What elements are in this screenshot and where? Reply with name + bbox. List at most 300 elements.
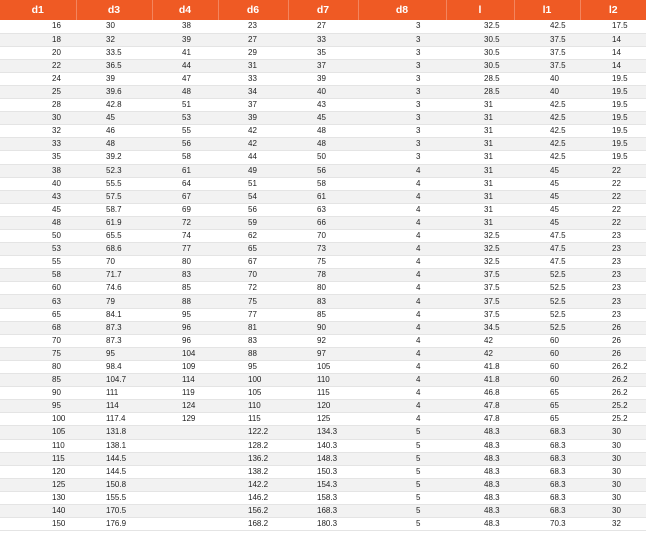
- cell-d4: 96: [152, 321, 218, 334]
- cell-l1: 42.5: [514, 112, 580, 125]
- cell-d6: 105: [218, 387, 288, 400]
- cell-l2: 26.2: [580, 374, 646, 387]
- cell-d1: 150: [0, 518, 76, 531]
- cell-d4: 38: [152, 20, 218, 33]
- cell-l2: 22: [580, 177, 646, 190]
- cell-l: 48.3: [446, 504, 514, 517]
- cell-d6: 83: [218, 334, 288, 347]
- cell-l1: 42.5: [514, 125, 580, 138]
- cell-l2: 17.5: [580, 20, 646, 33]
- cell-d6: 56: [218, 203, 288, 216]
- cell-d4: [152, 426, 218, 439]
- cell-d1: 55: [0, 256, 76, 269]
- table-row: [0, 504, 646, 517]
- cell-d1: 32: [0, 125, 76, 138]
- cell-d4: 83: [152, 269, 218, 282]
- cell-d6: 95: [218, 360, 288, 373]
- cell-d6: 44: [218, 151, 288, 164]
- cell-d8: 5: [358, 518, 446, 531]
- cell-d7: 92: [288, 334, 358, 347]
- cell-d4: 114: [152, 374, 218, 387]
- cell-d1: 110: [0, 439, 76, 452]
- cell-l: 28.5: [446, 72, 514, 85]
- cell-l: 31: [446, 125, 514, 138]
- cell-d6: 31: [218, 59, 288, 72]
- cell-l1: 42.5: [514, 151, 580, 164]
- cell-d3: 87.3: [76, 334, 152, 347]
- cell-d8: 5: [358, 426, 446, 439]
- cell-d8: 4: [358, 216, 446, 229]
- header-row: [0, 0, 646, 20]
- cell-d1: 43: [0, 190, 76, 203]
- cell-d6: 49: [218, 164, 288, 177]
- cell-l2: 14: [580, 46, 646, 59]
- cell-d1: 48: [0, 216, 76, 229]
- cell-d3: 39.6: [76, 85, 152, 98]
- cell-d7: 83: [288, 295, 358, 308]
- table-row: [0, 99, 646, 112]
- cell-d4: 95: [152, 308, 218, 321]
- cell-d8: 4: [358, 321, 446, 334]
- table-row: [0, 138, 646, 151]
- cell-d3: 32: [76, 33, 152, 46]
- table-row: [0, 151, 646, 164]
- cell-d6: 100: [218, 374, 288, 387]
- cell-l1: 47.5: [514, 243, 580, 256]
- table-row: [0, 518, 646, 531]
- cell-l2: 30: [580, 452, 646, 465]
- table-body: [0, 20, 646, 531]
- cell-d1: 115: [0, 452, 76, 465]
- cell-d6: 128.2: [218, 439, 288, 452]
- cell-l2: 26: [580, 321, 646, 334]
- table-row: [0, 295, 646, 308]
- cell-l1: 42.5: [514, 20, 580, 33]
- cell-d8: 4: [358, 360, 446, 373]
- cell-d1: 85: [0, 374, 76, 387]
- cell-d8: 5: [358, 478, 446, 491]
- cell-d8: 4: [358, 203, 446, 216]
- table-row: [0, 426, 646, 439]
- cell-d1: 125: [0, 478, 76, 491]
- cell-d7: 70: [288, 230, 358, 243]
- cell-d8: 3: [358, 85, 446, 98]
- cell-l1: 52.5: [514, 269, 580, 282]
- cell-d7: 125: [288, 413, 358, 426]
- cell-d8: 4: [358, 190, 446, 203]
- table-row: [0, 269, 646, 282]
- cell-d8: 4: [358, 269, 446, 282]
- cell-l2: 23: [580, 269, 646, 282]
- cell-d1: 70: [0, 334, 76, 347]
- cell-d6: 29: [218, 46, 288, 59]
- cell-d8: 4: [358, 230, 446, 243]
- cell-l: 37.5: [446, 269, 514, 282]
- cell-d1: 95: [0, 400, 76, 413]
- cell-l: 31: [446, 190, 514, 203]
- cell-d1: 75: [0, 347, 76, 360]
- cell-l: 47.8: [446, 400, 514, 413]
- table-row: [0, 230, 646, 243]
- cell-l1: 65: [514, 387, 580, 400]
- cell-d4: 124: [152, 400, 218, 413]
- cell-d1: 28: [0, 99, 76, 112]
- cell-d4: [152, 478, 218, 491]
- cell-d8: 4: [358, 256, 446, 269]
- cell-d6: 72: [218, 282, 288, 295]
- cell-d3: 150.8: [76, 478, 152, 491]
- cell-l: 30.5: [446, 33, 514, 46]
- cell-d6: 54: [218, 190, 288, 203]
- cell-d7: 40: [288, 85, 358, 98]
- table-row: [0, 334, 646, 347]
- cell-l2: 32: [580, 518, 646, 531]
- cell-d4: 104: [152, 347, 218, 360]
- table-row: [0, 256, 646, 269]
- cell-l2: 30: [580, 426, 646, 439]
- cell-d1: 60: [0, 282, 76, 295]
- cell-d7: 97: [288, 347, 358, 360]
- cell-l1: 47.5: [514, 256, 580, 269]
- cell-d8: 5: [358, 504, 446, 517]
- cell-d3: 68.6: [76, 243, 152, 256]
- cell-d1: 105: [0, 426, 76, 439]
- cell-d6: 88: [218, 347, 288, 360]
- cell-d6: 62: [218, 230, 288, 243]
- column-header-l1: l1: [514, 0, 580, 20]
- table-row: [0, 203, 646, 216]
- cell-l2: 30: [580, 478, 646, 491]
- table-row: [0, 374, 646, 387]
- table-row: [0, 439, 646, 452]
- cell-d7: 148.3: [288, 452, 358, 465]
- cell-d4: 74: [152, 230, 218, 243]
- column-header-d7: d7: [288, 0, 358, 20]
- cell-l2: 25.2: [580, 400, 646, 413]
- cell-d7: 115: [288, 387, 358, 400]
- cell-d8: 3: [358, 20, 446, 33]
- cell-l1: 52.5: [514, 308, 580, 321]
- cell-d4: 51: [152, 99, 218, 112]
- cell-l1: 52.5: [514, 282, 580, 295]
- cell-d7: 45: [288, 112, 358, 125]
- cell-d4: 41: [152, 46, 218, 59]
- table-row: [0, 216, 646, 229]
- cell-d7: 66: [288, 216, 358, 229]
- cell-l1: 68.3: [514, 504, 580, 517]
- cell-d1: 58: [0, 269, 76, 282]
- cell-l1: 65: [514, 413, 580, 426]
- table-row: [0, 243, 646, 256]
- cell-d7: 90: [288, 321, 358, 334]
- cell-d3: 30: [76, 20, 152, 33]
- cell-d6: 115: [218, 413, 288, 426]
- cell-d4: [152, 439, 218, 452]
- cell-d3: 87.3: [76, 321, 152, 334]
- cell-d6: 142.2: [218, 478, 288, 491]
- cell-d3: 71.7: [76, 269, 152, 282]
- table-row: [0, 491, 646, 504]
- cell-d3: 79: [76, 295, 152, 308]
- cell-d8: 5: [358, 439, 446, 452]
- cell-l2: 26.2: [580, 387, 646, 400]
- cell-d8: 3: [358, 138, 446, 151]
- column-header-d8: d8: [358, 0, 446, 20]
- cell-d7: 168.3: [288, 504, 358, 517]
- cell-l: 31: [446, 164, 514, 177]
- table-row: [0, 125, 646, 138]
- column-header-l2: l2: [608, 4, 618, 16]
- cell-d3: 36.5: [76, 59, 152, 72]
- column-header-d4: d4: [152, 0, 218, 20]
- cell-d3: 65.5: [76, 230, 152, 243]
- cell-d6: 136.2: [218, 452, 288, 465]
- table-row: [0, 33, 646, 46]
- cell-d1: 90: [0, 387, 76, 400]
- cell-l: 42: [446, 334, 514, 347]
- cell-d7: 39: [288, 72, 358, 85]
- cell-l: 48.3: [446, 452, 514, 465]
- cell-d4: 67: [152, 190, 218, 203]
- cell-d6: 27: [218, 33, 288, 46]
- table-row: [0, 452, 646, 465]
- cell-l: 37.5: [446, 295, 514, 308]
- cell-l1: 42.5: [514, 138, 580, 151]
- cell-d3: 144.5: [76, 465, 152, 478]
- cell-d1: 25: [0, 85, 76, 98]
- cell-l2: 23: [580, 256, 646, 269]
- cell-d6: 77: [218, 308, 288, 321]
- cell-d4: 53: [152, 112, 218, 125]
- table-row: [0, 164, 646, 177]
- cell-d7: 33: [288, 33, 358, 46]
- cell-l1: 60: [514, 347, 580, 360]
- table-row: [0, 478, 646, 491]
- cell-d6: 146.2: [218, 491, 288, 504]
- cell-d7: 120: [288, 400, 358, 413]
- cell-l2: 23: [580, 230, 646, 243]
- cell-d1: 45: [0, 203, 76, 216]
- cell-d7: 43: [288, 99, 358, 112]
- cell-d3: 48: [76, 138, 152, 151]
- cell-l1: 52.5: [514, 295, 580, 308]
- cell-d8: 3: [358, 99, 446, 112]
- cell-l2: 25.2: [580, 413, 646, 426]
- table-row: [0, 190, 646, 203]
- cell-d6: 42: [218, 138, 288, 151]
- cell-d3: 55.5: [76, 177, 152, 190]
- table-row: [0, 347, 646, 360]
- cell-d7: 150.3: [288, 465, 358, 478]
- cell-l2: 19.5: [580, 112, 646, 125]
- cell-d8: 3: [358, 46, 446, 59]
- cell-d4: 129: [152, 413, 218, 426]
- cell-d8: 5: [358, 452, 446, 465]
- cell-l: 48.3: [446, 465, 514, 478]
- cell-d1: 80: [0, 360, 76, 373]
- cell-l2: 23: [580, 243, 646, 256]
- cell-l1: 68.3: [514, 465, 580, 478]
- cell-l: 48.3: [446, 491, 514, 504]
- cell-d8: 4: [358, 374, 446, 387]
- cell-l2: 23: [580, 295, 646, 308]
- table-row: [0, 308, 646, 321]
- cell-d6: 65: [218, 243, 288, 256]
- table-row: [0, 360, 646, 373]
- cell-l1: 65: [514, 400, 580, 413]
- cell-l: 31: [446, 216, 514, 229]
- cell-l2: 22: [580, 216, 646, 229]
- cell-l: 31: [446, 112, 514, 125]
- cell-l: 30.5: [446, 46, 514, 59]
- cell-d6: 156.2: [218, 504, 288, 517]
- cell-d1: 140: [0, 504, 76, 517]
- cell-l1: 60: [514, 374, 580, 387]
- cell-l2: 26: [580, 334, 646, 347]
- cell-d3: 98.4: [76, 360, 152, 373]
- cell-d6: 39: [218, 112, 288, 125]
- cell-d6: 70: [218, 269, 288, 282]
- cell-d4: [152, 452, 218, 465]
- cell-d6: 59: [218, 216, 288, 229]
- cell-d7: 73: [288, 243, 358, 256]
- cell-l: 31: [446, 203, 514, 216]
- cell-d7: 75: [288, 256, 358, 269]
- cell-l2: 14: [580, 33, 646, 46]
- cell-d4: 44: [152, 59, 218, 72]
- cell-d8: 4: [358, 295, 446, 308]
- cell-d7: 37: [288, 59, 358, 72]
- cell-d1: 68: [0, 321, 76, 334]
- cell-d6: 33: [218, 72, 288, 85]
- cell-d3: 176.9: [76, 518, 152, 531]
- cell-d3: 170.5: [76, 504, 152, 517]
- cell-d8: 4: [358, 387, 446, 400]
- cell-l: 34.5: [446, 321, 514, 334]
- cell-l1: 70.3: [514, 518, 580, 531]
- cell-d8: 4: [358, 177, 446, 190]
- cell-d8: 3: [358, 125, 446, 138]
- cell-d4: [152, 491, 218, 504]
- cell-l2: 14: [580, 59, 646, 72]
- table-row: [0, 413, 646, 426]
- cell-d4: 69: [152, 203, 218, 216]
- cell-l: 46.8: [446, 387, 514, 400]
- cell-d7: 35: [288, 46, 358, 59]
- cell-d1: 33: [0, 138, 76, 151]
- cell-l2: 19.5: [580, 72, 646, 85]
- column-header-l: l: [446, 0, 514, 20]
- cell-d3: 33.5: [76, 46, 152, 59]
- cell-l1: 47.5: [514, 230, 580, 243]
- cell-d1: 40: [0, 177, 76, 190]
- cell-d8: 4: [358, 347, 446, 360]
- cell-l2: 26.2: [580, 360, 646, 373]
- table-row: [0, 282, 646, 295]
- cell-d3: 57.5: [76, 190, 152, 203]
- table-row: [0, 46, 646, 59]
- cell-l1: 45: [514, 190, 580, 203]
- cell-l: 42: [446, 347, 514, 360]
- cell-d8: 4: [358, 243, 446, 256]
- cell-d4: 47: [152, 72, 218, 85]
- cell-d4: 80: [152, 256, 218, 269]
- cell-d1: 100: [0, 413, 76, 426]
- cell-d8: 3: [358, 33, 446, 46]
- cell-d1: 16: [0, 20, 76, 33]
- cell-d4: 39: [152, 33, 218, 46]
- cell-d3: 138.1: [76, 439, 152, 452]
- cell-d1: 20: [0, 46, 76, 59]
- cell-l2: 23: [580, 308, 646, 321]
- cell-l: 32.5: [446, 230, 514, 243]
- cell-d1: 22: [0, 59, 76, 72]
- cell-d4: 55: [152, 125, 218, 138]
- column-header-d1: d1: [0, 0, 76, 20]
- cell-d1: 65: [0, 308, 76, 321]
- cell-l: 48.3: [446, 518, 514, 531]
- table-row: [0, 400, 646, 413]
- cell-l2: 22: [580, 203, 646, 216]
- cell-d6: 75: [218, 295, 288, 308]
- table-row: [0, 387, 646, 400]
- cell-d1: 18: [0, 33, 76, 46]
- table-header: [0, 0, 646, 20]
- cell-d1: 38: [0, 164, 76, 177]
- cell-d7: 180.3: [288, 518, 358, 531]
- cell-l1: 68.3: [514, 452, 580, 465]
- cell-l1: 60: [514, 360, 580, 373]
- cell-l2: 22: [580, 164, 646, 177]
- cell-l2: 30: [580, 439, 646, 452]
- cell-l: 31: [446, 151, 514, 164]
- cell-l1: 45: [514, 164, 580, 177]
- cell-l: 30.5: [446, 59, 514, 72]
- table-row: [0, 112, 646, 125]
- cell-d6: 122.2: [218, 426, 288, 439]
- cell-l: 32.5: [446, 243, 514, 256]
- cell-l2: 26: [580, 347, 646, 360]
- cell-d8: 4: [358, 334, 446, 347]
- cell-d8: 3: [358, 59, 446, 72]
- cell-d1: 120: [0, 465, 76, 478]
- cell-l: 32.5: [446, 256, 514, 269]
- cell-d6: 110: [218, 400, 288, 413]
- cell-d3: 144.5: [76, 452, 152, 465]
- cell-d3: 104.7: [76, 374, 152, 387]
- cell-d3: 114: [76, 400, 152, 413]
- cell-d7: 80: [288, 282, 358, 295]
- cell-d4: 72: [152, 216, 218, 229]
- cell-d8: 3: [358, 72, 446, 85]
- cell-d6: 23: [218, 20, 288, 33]
- cell-d7: 110: [288, 374, 358, 387]
- cell-d1: 30: [0, 112, 76, 125]
- cell-d7: 85: [288, 308, 358, 321]
- cell-d7: 105: [288, 360, 358, 373]
- cell-d8: 3: [358, 112, 446, 125]
- cell-d3: 39.2: [76, 151, 152, 164]
- cell-l1: 45: [514, 216, 580, 229]
- cell-d4: 77: [152, 243, 218, 256]
- cell-l2: 19.5: [580, 99, 646, 112]
- table-row: [0, 465, 646, 478]
- cell-d3: 95: [76, 347, 152, 360]
- cell-l1: 37.5: [514, 59, 580, 72]
- cell-d3: 84.1: [76, 308, 152, 321]
- cell-d1: 53: [0, 243, 76, 256]
- cell-l1: 37.5: [514, 46, 580, 59]
